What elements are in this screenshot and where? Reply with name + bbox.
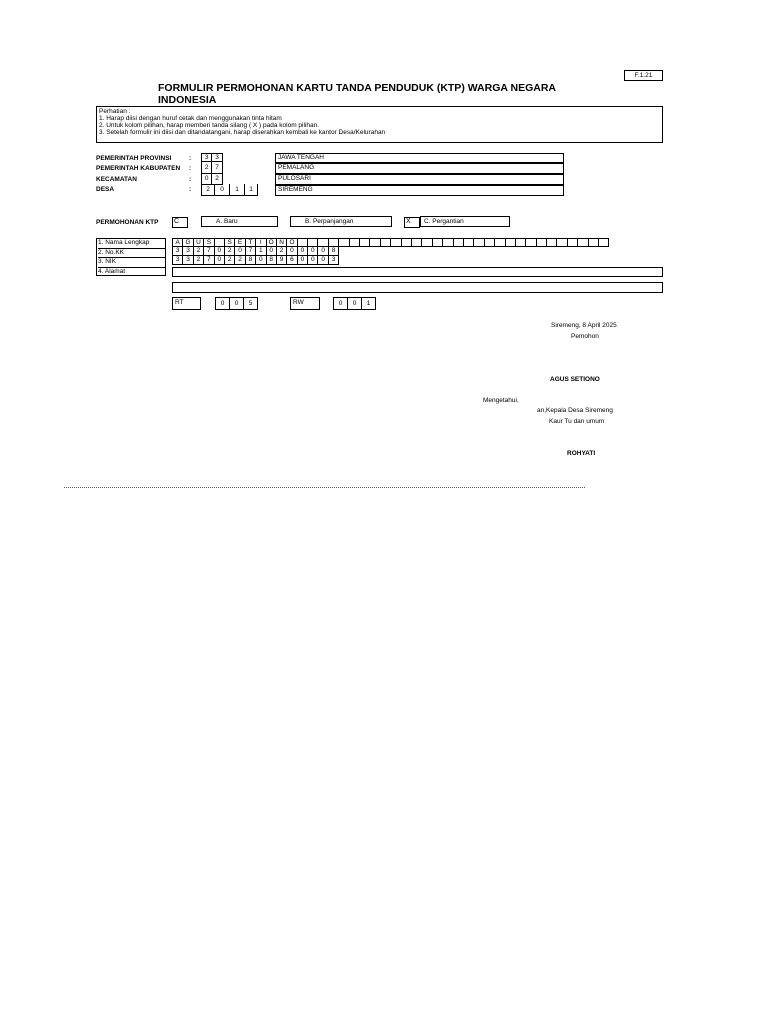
- char-cell: 6: [286, 256, 297, 265]
- rt-cell: 0: [229, 297, 244, 310]
- notice-line-1: 1. Harap diisi dengan huruf cetak dan menggunakan tinta hitam: [99, 115, 282, 122]
- code-cell: 1: [229, 184, 245, 196]
- code-cell: 7: [211, 162, 222, 174]
- code-cell: 3: [201, 153, 212, 162]
- char-cell: U: [193, 238, 204, 247]
- char-cell: 2: [276, 247, 287, 256]
- province-name[interactable]: JAWA TENGAH: [275, 153, 564, 163]
- char-cell: 0: [214, 256, 225, 265]
- rw-label-box: [290, 297, 320, 310]
- rt-label-box: [172, 297, 201, 310]
- kk-input[interactable]: [172, 247, 339, 256]
- village-name[interactable]: SIREMENG: [275, 185, 564, 196]
- form-code: [624, 70, 663, 81]
- form-code-text: F.1.21: [634, 72, 653, 79]
- notice-box: [96, 106, 663, 143]
- char-cell: 1: [255, 247, 266, 256]
- char-cell: 9: [276, 256, 287, 265]
- code-cell: 0: [214, 184, 230, 196]
- option-pergantian-label: C. Pergantian: [424, 218, 464, 225]
- char-cell: 7: [245, 247, 256, 256]
- option-pergantian[interactable]: [420, 216, 510, 227]
- kk-label: 2. No.KK: [98, 249, 165, 259]
- code-cell: 2: [211, 174, 222, 185]
- char-cell: 2: [193, 247, 204, 256]
- rt-input[interactable]: [215, 297, 258, 310]
- char-cell: 0: [317, 256, 328, 265]
- char-cell: 0: [317, 247, 328, 256]
- char-cell: 0: [214, 247, 225, 256]
- field-labels: [96, 238, 166, 276]
- province-code[interactable]: [201, 153, 223, 162]
- district-name[interactable]: PULOSARI: [275, 174, 564, 185]
- option-perpanjangan[interactable]: [290, 216, 392, 227]
- village-colon: :: [189, 186, 192, 193]
- alamat-input-2[interactable]: [172, 282, 663, 293]
- char-cell: S: [224, 238, 235, 247]
- code-cell: 0: [201, 174, 212, 185]
- regency-name[interactable]: PEMALANG: [275, 163, 564, 174]
- char-cell: 0: [266, 247, 277, 256]
- village-label: DESA: [96, 186, 115, 193]
- rw-cell: 0: [333, 297, 348, 310]
- code-cell: 2: [201, 184, 215, 196]
- char-cell: T: [245, 238, 256, 247]
- char-cell: 0: [297, 247, 308, 256]
- char-cell: 2: [234, 256, 245, 265]
- notice-heading: Perhatian :: [99, 108, 131, 115]
- cut-line-divider: [64, 487, 585, 488]
- notice-line-2: 2. Untuk kolom pilihan, harap memberi tanda silang ( X ) pada kolom pilihan.: [99, 122, 320, 129]
- official-subtitle: Kaur Tu dan umum: [549, 418, 605, 425]
- char-cell: 8: [266, 256, 277, 265]
- char-cell: N: [276, 238, 287, 247]
- char-cell: O: [266, 238, 277, 247]
- code-cell: 1: [244, 184, 258, 196]
- char-cell: O: [286, 238, 297, 247]
- applicant-name: AGUS SETIONO: [550, 376, 600, 383]
- char-cell: 2: [193, 256, 204, 265]
- page-title: FORMULIR PERMOHONAN KARTU TANDA PENDUDUK (KTP) WARGA NEGARA INDONESIA: [158, 82, 556, 106]
- char-cell: 3: [182, 256, 193, 265]
- code-cell: 2: [201, 162, 212, 174]
- char-cell: 3: [172, 247, 183, 256]
- char-cell: 8: [328, 247, 339, 256]
- district-colon: :: [189, 176, 192, 183]
- rw-cell: 1: [361, 297, 376, 310]
- rw-label: RW: [293, 299, 304, 306]
- char-cell: 2: [224, 247, 235, 256]
- char-cell: A: [172, 238, 183, 247]
- alamat-input-1[interactable]: [172, 267, 663, 277]
- acknowledge-text: Mengetahui,: [483, 397, 519, 404]
- char-cell: 0: [234, 247, 245, 256]
- official-title: an,Kepala Desa Siremeng: [537, 407, 613, 414]
- nama-input[interactable]: [172, 238, 609, 247]
- signature-role: Pemohon: [571, 333, 599, 340]
- signature-place-date: Siremeng, 8 April 2025: [551, 322, 617, 329]
- nik-label: 3. NIK: [98, 258, 165, 268]
- permohonan-label: PERMOHONAN KTP: [96, 219, 159, 226]
- char-cell: E: [234, 238, 245, 247]
- province-colon: :: [189, 155, 192, 162]
- code-cell: 3: [211, 153, 222, 162]
- option-pergantian-checkbox[interactable]: X: [404, 217, 420, 228]
- village-code[interactable]: [201, 184, 258, 196]
- rt-cell: 5: [243, 297, 258, 310]
- char-cell: 0: [286, 247, 297, 256]
- char-cell: I: [255, 238, 266, 247]
- rt-label: RT: [175, 299, 184, 306]
- regency-code[interactable]: [201, 162, 223, 174]
- official-name: ROHYATI: [567, 450, 596, 457]
- char-cell: 7: [203, 256, 214, 265]
- char-cell: 3: [182, 247, 193, 256]
- rt-cell: 0: [215, 297, 230, 310]
- notice-line-3: 3. Setelah formulir ini diisi dan ditandatangani, harap diserahkan kembali ke kantor Desa/Kelurahan: [99, 129, 386, 136]
- rw-input[interactable]: [333, 297, 376, 310]
- char-cell: 3: [172, 256, 183, 265]
- char-cell: 0: [297, 256, 308, 265]
- alamat-label: 4. Alamat: [98, 267, 126, 275]
- option-baru-label: A. Baru: [216, 218, 238, 225]
- nama-label: 1. Nama Lengkap: [98, 239, 165, 249]
- char-cell: 8: [245, 256, 256, 265]
- nik-input[interactable]: [172, 256, 339, 265]
- option-perpanjangan-label: B. Perpanjangan: [305, 218, 354, 225]
- char-cell: 0: [307, 247, 318, 256]
- char-cell: G: [182, 238, 193, 247]
- char-cell: [598, 238, 609, 247]
- char-cell: 0: [307, 256, 318, 265]
- permohonan-mark-box[interactable]: C: [172, 217, 188, 228]
- char-cell: 0: [255, 256, 266, 265]
- char-cell: 2: [224, 256, 235, 265]
- char-cell: S: [203, 238, 214, 247]
- province-label: PEMERINTAH PROVINSI: [96, 155, 172, 162]
- char-cell: 3: [328, 256, 339, 265]
- rw-cell: 0: [347, 297, 362, 310]
- option-baru[interactable]: [201, 216, 278, 227]
- char-cell: 7: [203, 247, 214, 256]
- regency-colon: :: [189, 165, 192, 172]
- regency-label: PEMERINTAH KABUPATEN: [96, 165, 181, 172]
- district-label: KECAMATAN: [96, 176, 137, 183]
